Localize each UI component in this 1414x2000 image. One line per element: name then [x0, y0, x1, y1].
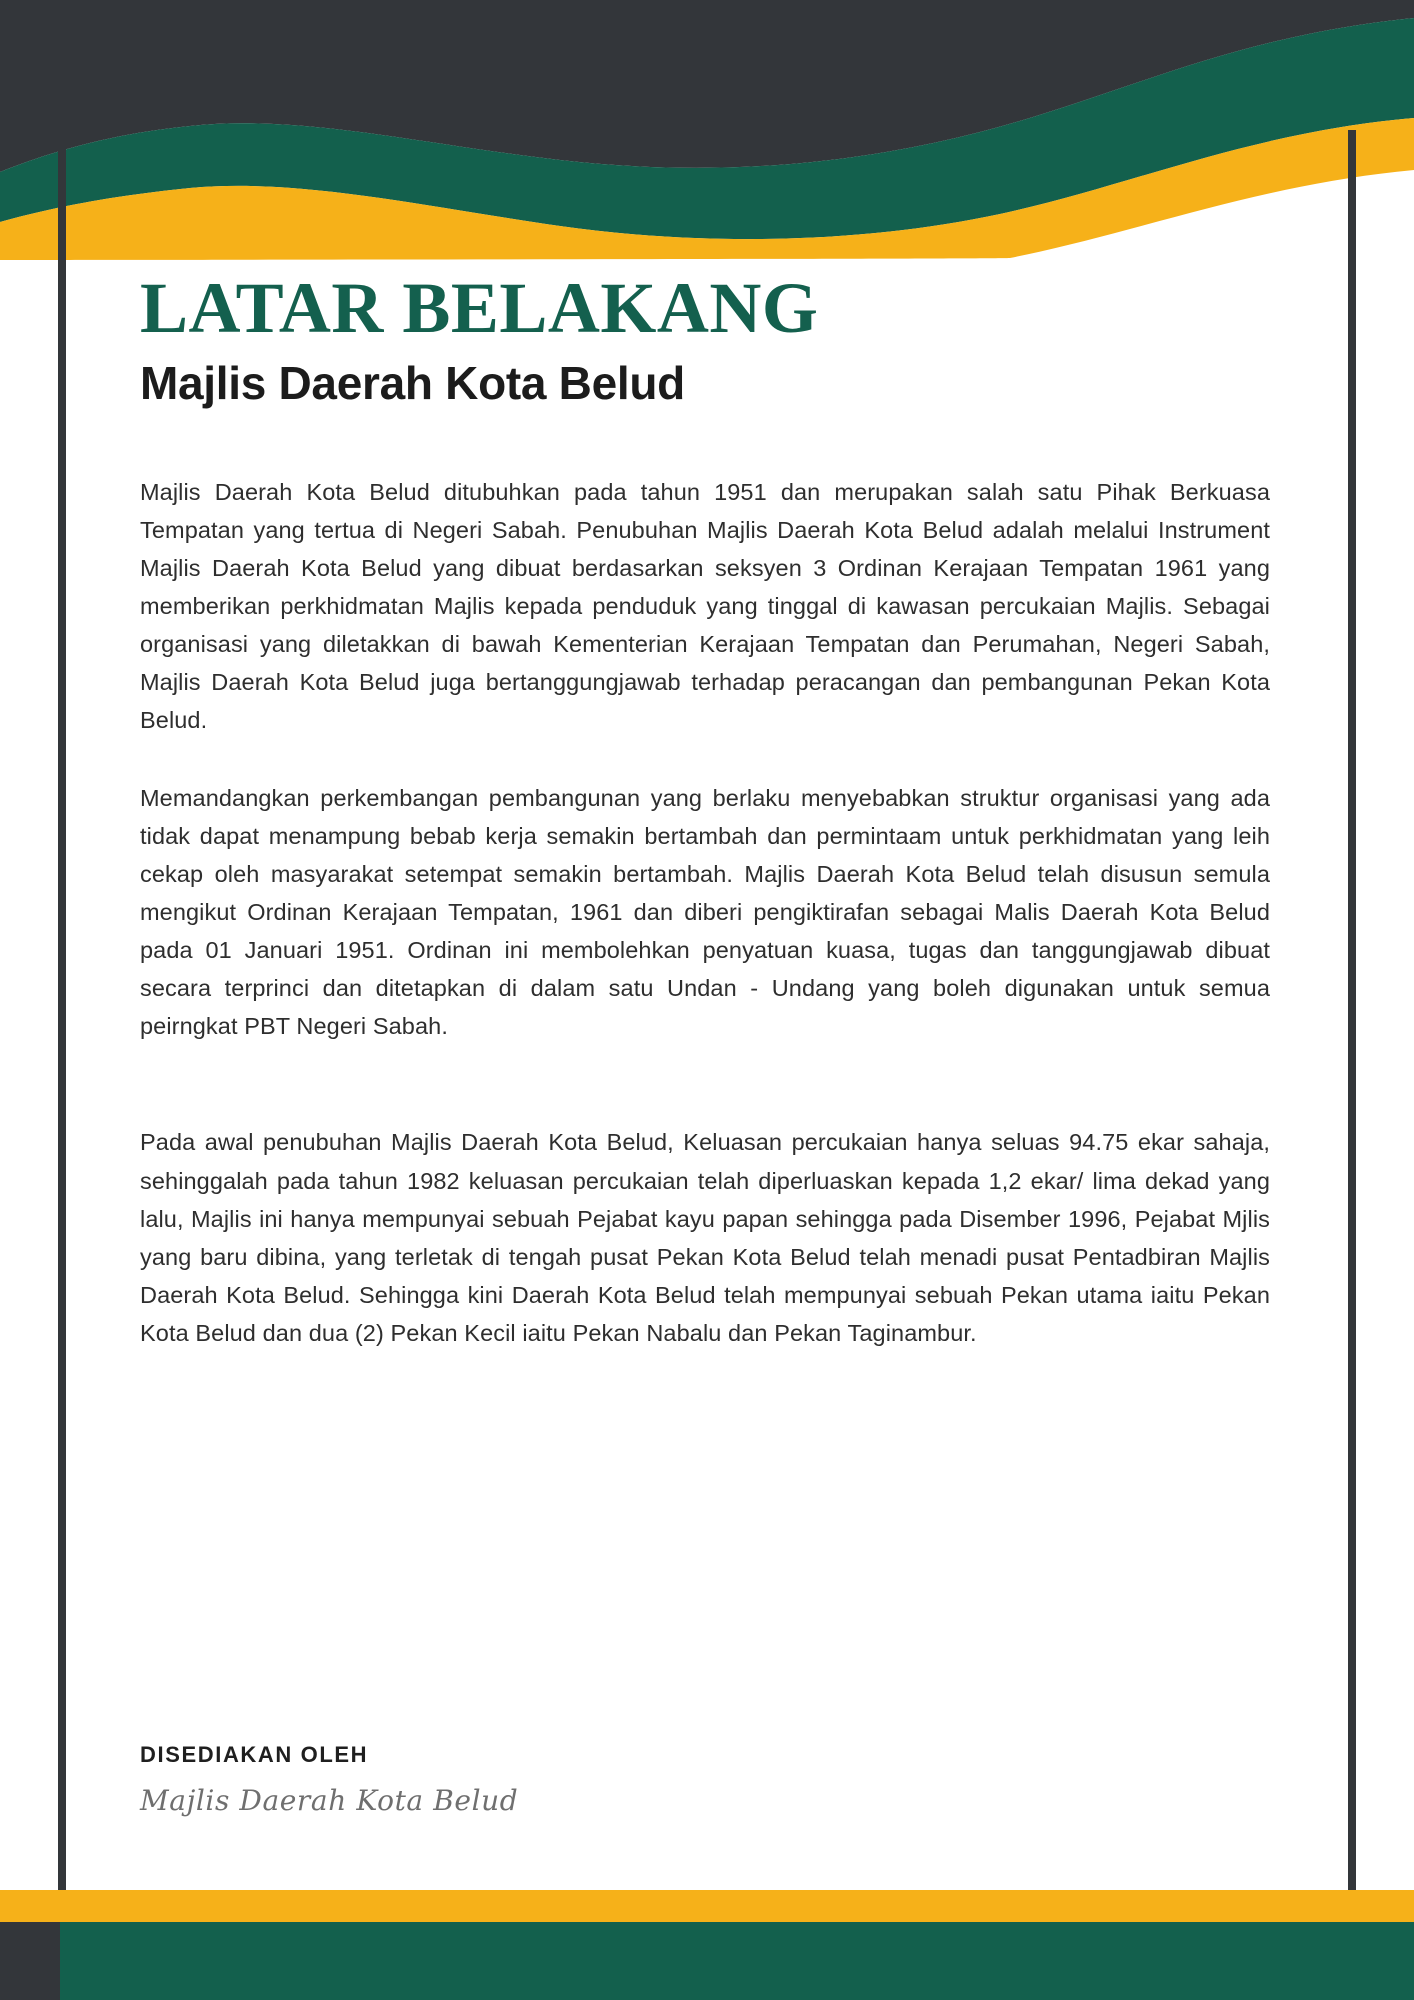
page-title: LATAR BELAKANG — [140, 268, 819, 348]
bottom-band-dark — [0, 1922, 60, 2000]
frame-rail-right — [1348, 130, 1356, 1890]
paragraph-3: Pada awal penubuhan Majlis Daerah Kota Belud, Keluasan percukaian hanya seluas 94.75 ekar sahaja, sehinggalah pada tahun 1982 keluasan percukaian telah diperluaskan kepada 1,2 ekar/ lima dekad yang lalu, Majlis ini hanya mempunyai sebuah Pejabat kayu papan sehingga pada Disember 1996, Pejabat Mjlis yang baru dibina, yang terletak di tengah pusat Pekan Kota Belud telah menadi pusat Pentadbiran Majlis Daerah Kota Belud. Sehingga kini Daerah Kota Belud telah mempunyai sebuah Pekan utama iaitu Pekan Kota Belud dan dua (2) Pekan Kecil iaitu Pekan Nabalu dan Pekan Taginambur. — [140, 1129, 1270, 1346]
paragraph-2: Memandangkan perkembangan pembangunan yang berlaku menyebabkan struktur organisasi yang ada tidak dapat menampung bebab kerja semakin bertambah dan permintaam untuk perkhidmatan yang leih cekap oleh masyarakat setempat semakin bertambah. Majlis Daerah Kota Belud telah disusun semula mengikut Ordinan Kerajaan Tempatan, 1961 dan diberi pengiktirafan sebagai Malis Daerah Kota Belud pada 01 Januari 1951. Ordinan ini membolehkan penyatuan kuasa, tugas dan tanggungjawab dibuat secara terprinci dan ditetapkan di dalam satu Undan - Undang yang boleh digunakan untuk semua peirngkat PBT Negeri Sabah. — [140, 785, 1270, 1040]
bottom-band-decoration — [0, 1890, 1414, 2000]
signature-block — [140, 1742, 840, 1817]
bottom-band-green — [0, 1922, 1414, 2000]
signature-name: Majlis Daerah Kota Belud — [140, 1784, 519, 1817]
bottom-band-yellow — [0, 1890, 1414, 1922]
signature-label: DISEDIAKAN OLEH — [140, 1742, 369, 1767]
content-block — [140, 268, 1270, 1352]
body-copy — [140, 473, 1270, 1352]
page-subtitle: Majlis Daerah Kota Belud — [140, 357, 685, 409]
paragraph-1: Majlis Daerah Kota Belud ditubuhkan pada tahun 1951 dan merupakan salah satu Pihak Berkuasa Tempatan yang tertua di Negeri Sabah. Penubuhan Majlis Daerah Kota Belud adalah melalui Instrument Majlis Daerah Kota Belud yang dibuat berdasarkan seksyen 3 Ordinan Kerajaan Tempatan 1961 yang memberikan perkhidmatan Majlis kepada penduduk yang tinggal di kawasan percukaian Majlis. Sebagai organisasi yang diletakkan di bawah Kementerian Kerajaan Tempatan dan Perumahan, Negeri Sabah, Majlis Daerah Kota Belud juga bertanggungjawab terhadap peracangan dan pembangunan Pekan Kota Belud. — [140, 478, 1270, 733]
top-wave-decoration — [0, 0, 1414, 260]
frame-rail-left — [58, 130, 66, 1890]
